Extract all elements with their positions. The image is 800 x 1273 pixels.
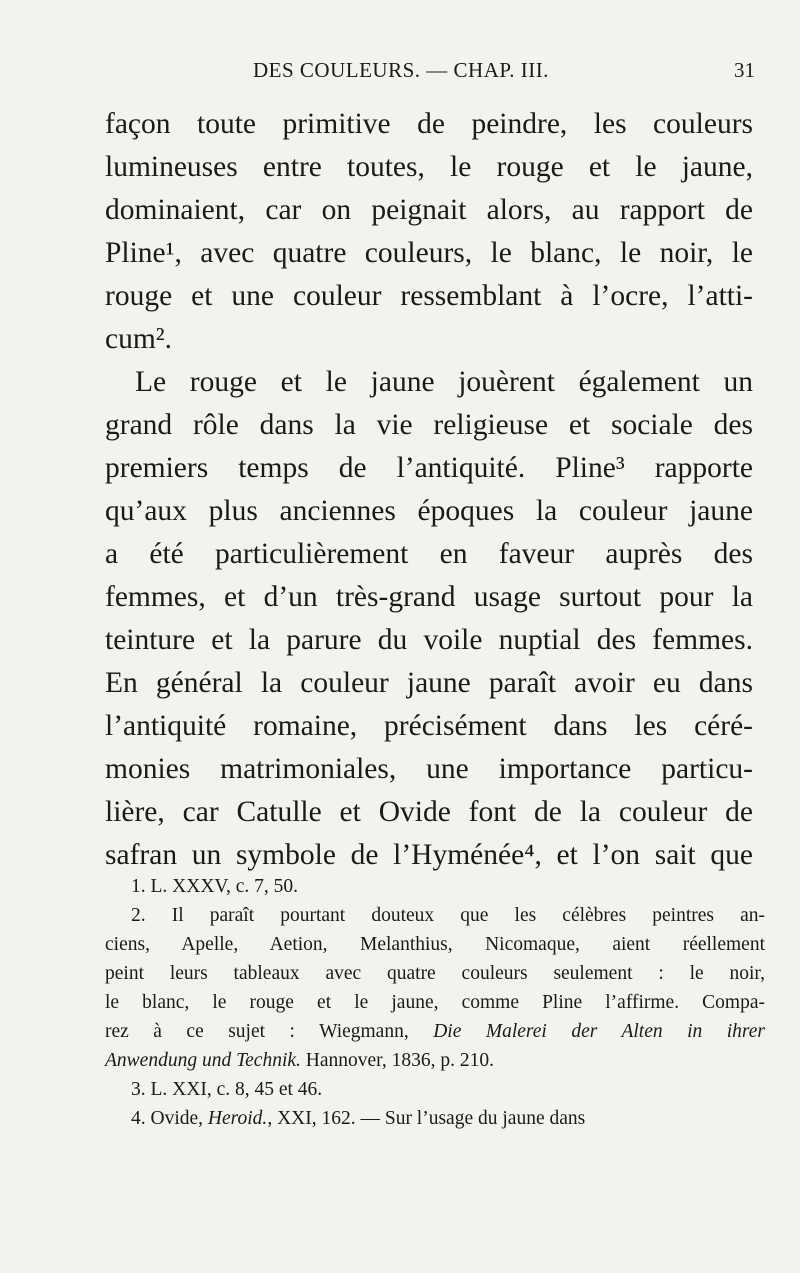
footnote-2-line: peint leurs tableaux avec quatre couleurs seulement : le noir, [105, 963, 765, 984]
text-line: qu’aux plus anciennes époques la couleur jaune [105, 495, 753, 527]
text-line: façon toute primitive de peindre, les couleurs [105, 108, 753, 140]
main-text [105, 103, 753, 877]
text-line: premiers temps de l’antiquité. Pline³ rapporte [105, 452, 753, 484]
footnote-2-line: le blanc, le rouge et le jaune, comme Pline l’affirme. Compa- [105, 992, 765, 1013]
text-line: grand rôle dans la vie religieuse et sociale des [105, 409, 753, 441]
text-line: lière, car Catulle et Ovide font de la couleur de [105, 796, 753, 828]
text-line: rouge et une couleur ressemblant à l’ocre, l’atti- [105, 280, 753, 312]
footnote-4 [105, 1104, 765, 1133]
text-line: Le rouge et le jaune jouèrent également un [135, 366, 753, 398]
text-line: femmes, et d’un très-grand usage surtout pour la [105, 581, 753, 613]
book-title-italic: Die Malerei der Alten in ihrer [433, 1021, 766, 1042]
footnote-4-text: 4. Ovide, [131, 1108, 208, 1129]
page-number: 31 [734, 58, 755, 82]
footnote-2-line: 2. Il paraît pourtant douteux que les célèbres peintres an- [131, 905, 765, 926]
text-line: monies matrimoniales, une importance particu- [105, 753, 753, 785]
text-line: teinture et la parure du voile nuptial des femmes. [105, 624, 753, 656]
footnote-1: 1. L. XXXV, c. 7, 50. [131, 876, 299, 897]
book-title-italic: Anwendung und Technik. [105, 1050, 301, 1071]
text-line: l’antiquité romaine, précisément dans les céré- [105, 710, 753, 742]
chapter-title: DES COULEURS. — CHAP. III. [253, 58, 549, 82]
text-line: lumineuses entre toutes, le rouge et le jaune, [105, 151, 753, 183]
footnote-2-text: Hannover, 1836, p. 210. [300, 1050, 494, 1071]
footnote-2-text: rez à ce sujet : Wiegmann, [105, 1021, 434, 1042]
work-title-italic: Heroid. [207, 1108, 268, 1129]
text-line: dominaient, car on peignait alors, au rapport de [105, 194, 753, 226]
footnote-2-line: ciens, Apelle, Aetion, Melanthius, Nicomaque, aient réellement [105, 934, 765, 955]
footnote-4-text: , XXI, 162. — Sur l’usage du jaune dans [267, 1108, 586, 1129]
footnote-3: 3. L. XXI, c. 8, 45 et 46. [131, 1079, 323, 1100]
running-head [105, 58, 755, 88]
text-line: En général la couleur jaune paraît avoir eu dans [105, 667, 753, 699]
text-line: cum². [105, 323, 173, 355]
footnote-2-line [105, 1046, 765, 1075]
text-line: Pline¹, avec quatre couleurs, le blanc, le noir, le [105, 237, 753, 269]
text-line: a été particulièrement en faveur auprès des [105, 538, 753, 570]
footnotes [105, 872, 765, 1133]
footnote-2-line [105, 1017, 765, 1046]
text-line: safran un symbole de l’Hyménée⁴, et l’on sait que [105, 839, 753, 871]
